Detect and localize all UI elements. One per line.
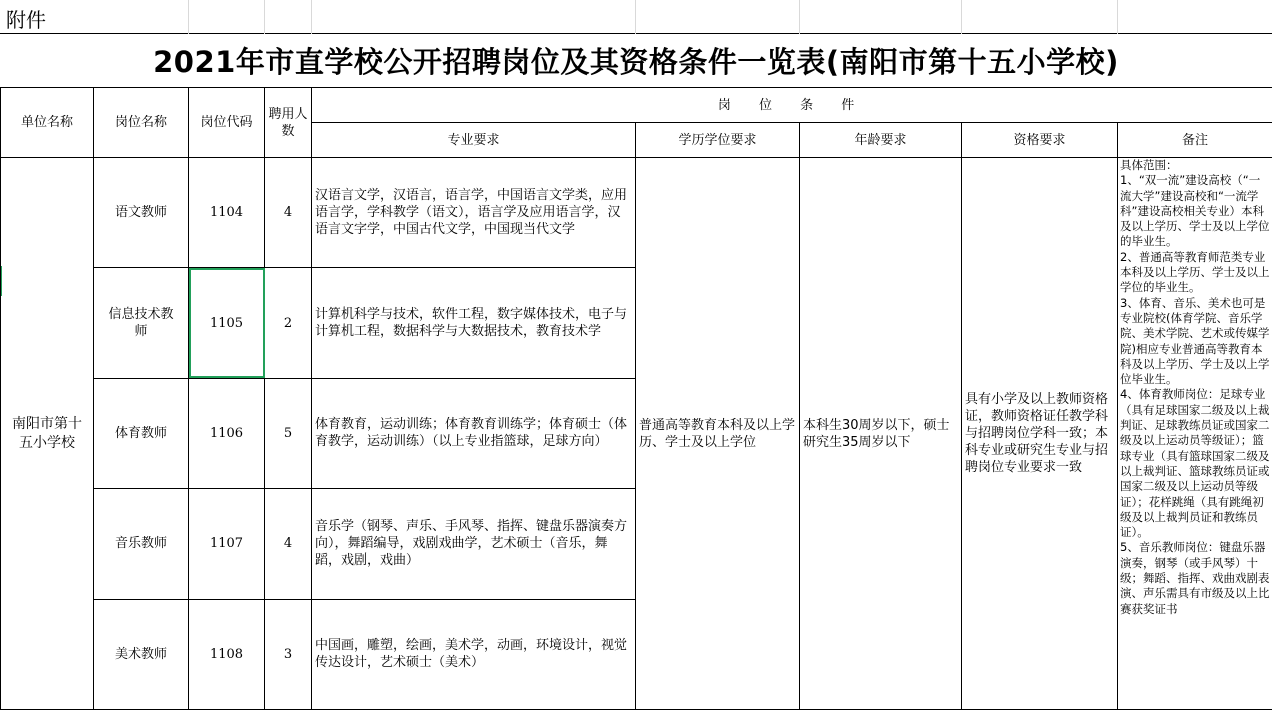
major-cell[interactable]: 中国画，雕塑，绘画，美术学，动画，环境设计，视觉传达设计，艺术硕士（美术） bbox=[312, 599, 636, 709]
header-unit[interactable]: 单位名称 bbox=[1, 88, 94, 158]
header-position[interactable]: 岗位名称 bbox=[94, 88, 189, 158]
grid-line bbox=[264, 0, 265, 34]
count-cell[interactable]: 5 bbox=[265, 378, 312, 488]
header-age[interactable]: 年龄要求 bbox=[800, 123, 962, 158]
age-cell[interactable]: 本科生30周岁以下，硕士研究生35周岁以下 bbox=[800, 158, 962, 710]
position-cell[interactable]: 信息技术教师 bbox=[94, 268, 189, 378]
major-cell[interactable]: 音乐学（钢琴、声乐、手风琴、指挥、键盘乐器演奏方向），舞蹈编导，戏剧戏曲学，艺术硕士（音乐，舞蹈，戏剧，戏曲） bbox=[312, 489, 636, 599]
code-cell[interactable]: 1106 bbox=[189, 378, 265, 488]
page-title: 2021年市直学校公开招聘岗位及其资格条件一览表(南阳市第十五小学校) bbox=[0, 34, 1272, 88]
count-cell[interactable]: 2 bbox=[265, 268, 312, 378]
code-cell-selected[interactable]: 1105 bbox=[189, 268, 265, 378]
header-count[interactable]: 聘用人数 bbox=[265, 88, 312, 158]
header-notes[interactable]: 备注 bbox=[1118, 123, 1272, 158]
header-qualification[interactable]: 资格要求 bbox=[962, 123, 1118, 158]
recruitment-table bbox=[0, 87, 1272, 710]
attachment-label: 附件 bbox=[6, 4, 46, 33]
header-education[interactable]: 学历学位要求 bbox=[636, 123, 800, 158]
code-cell[interactable]: 1104 bbox=[189, 158, 265, 268]
qualification-cell[interactable]: 具有小学及以上教师资格证，教师资格证任教学科与招聘岗位学科一致；本科专业或研究生专业与招聘岗位专业要求一致 bbox=[962, 158, 1118, 710]
position-cell[interactable]: 美术教师 bbox=[94, 599, 189, 709]
major-cell[interactable]: 体育教育，运动训练；体育教育训练学；体育硕士（体育教学，运动训练）（以上专业指篮球，足球方向） bbox=[312, 378, 636, 488]
grid-line bbox=[799, 0, 800, 34]
notes-text: 具体范围： 1、“双一流”建设高校（“一流大学”建设高校和“一流学科”建设高校相关专业）本科及以上学历、学士及以上学位的毕业生。 2、普通高等教育师范类专业本科及以上学历、学士及以上学位的毕业生。 3、体育、音乐、美术也可是专业院校(体育学院、音乐学院、美术学院、艺术或传媒学院)相应专业普通高等教育本科及以上学历、学士及以上学位毕业生。 4、体育教师岗位：足球专业（具有足球国家二级及以上裁判证、足球教练员证或国家二级及以上运动员等级证）；篮球专业（具有篮球国家二级及以上裁判证、篮球教练员证或国家二级及以上运动员等级证）；花样跳绳（具有跳绳初级及以上裁判员证和教练员证）。 5、音乐教师岗位：键盘乐器演奏，钢琴（或手风琴）十级；舞蹈、指挥、戏曲戏剧表演、声乐需具有市级及以上比赛获奖证书 bbox=[1120, 158, 1270, 709]
position-cell[interactable]: 体育教师 bbox=[94, 378, 189, 488]
table-row bbox=[1, 158, 1272, 268]
unit-name-cell[interactable]: 南阳市第十五小学校 bbox=[1, 158, 94, 710]
position-cell[interactable]: 音乐教师 bbox=[94, 489, 189, 599]
position-cell[interactable]: 语文教师 bbox=[94, 158, 189, 268]
count-cell[interactable]: 4 bbox=[265, 158, 312, 268]
notes-cell[interactable] bbox=[1118, 158, 1272, 710]
grid-line bbox=[635, 0, 636, 34]
major-cell[interactable]: 计算机科学与技术，软件工程，数字媒体技术，电子与计算机工程，数据科学与大数据技术，教育技术学 bbox=[312, 268, 636, 378]
count-cell[interactable]: 4 bbox=[265, 489, 312, 599]
header-major[interactable]: 专业要求 bbox=[312, 123, 636, 158]
major-cell[interactable]: 汉语言文学，汉语言，语言学，中国语言文学类，应用语言学，学科教学（语文），语言学及应用语言学，汉语言文字学，中国古代文学，中国现当代文学 bbox=[312, 158, 636, 268]
education-cell[interactable]: 普通高等教育本科及以上学历、学士及以上学位 bbox=[636, 158, 800, 710]
header-code[interactable]: 岗位代码 bbox=[189, 88, 265, 158]
grid-line bbox=[961, 0, 962, 34]
attachment-row bbox=[0, 0, 1272, 34]
code-cell[interactable]: 1107 bbox=[189, 489, 265, 599]
grid-line bbox=[1117, 0, 1118, 34]
code-cell[interactable]: 1108 bbox=[189, 599, 265, 709]
header-conditions[interactable]: 岗 位 条 件 bbox=[312, 88, 1272, 123]
count-cell[interactable]: 3 bbox=[265, 599, 312, 709]
grid-line bbox=[188, 0, 189, 34]
grid-line bbox=[311, 0, 312, 34]
